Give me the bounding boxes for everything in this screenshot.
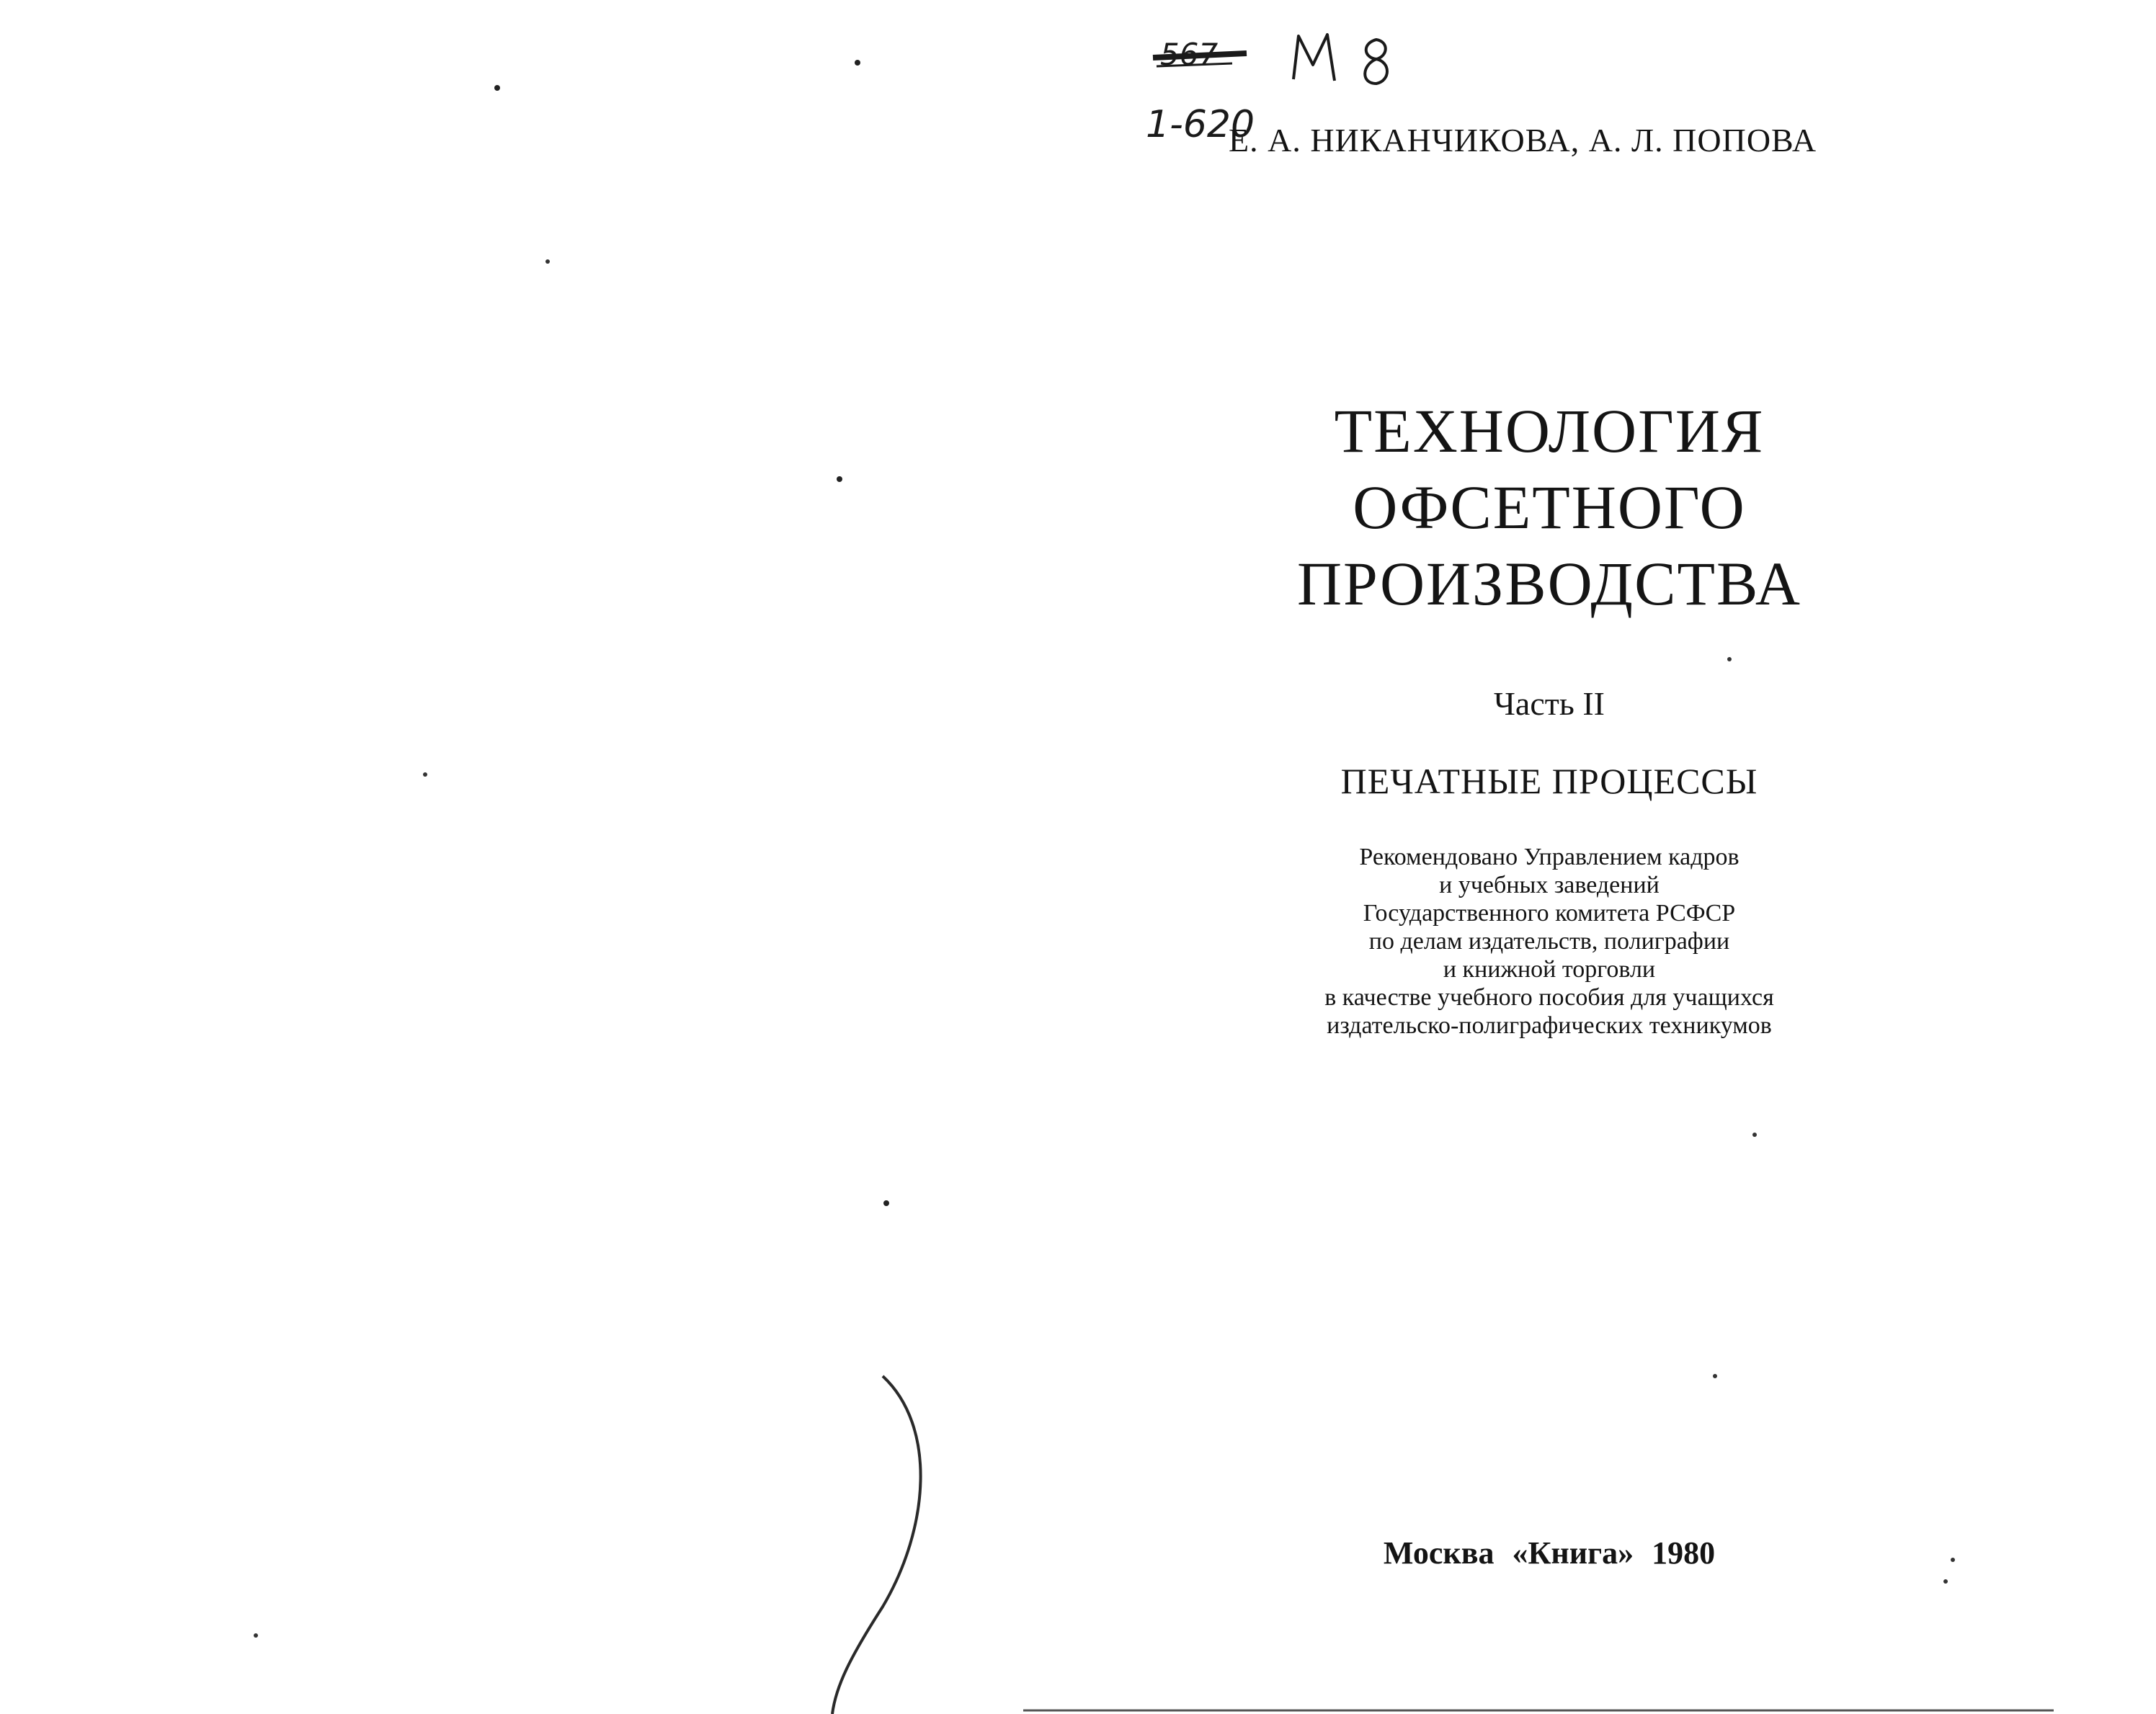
recommendation-line-2: и учебных заведений — [1439, 872, 1660, 898]
page-fold-curve — [832, 1376, 921, 1714]
authors: Е. А. НИКАНЧИКОВА, А. Л. ПОПОВА — [1229, 122, 1817, 159]
handwritten-crossed-number: 567 — [1160, 37, 1219, 72]
part-label: Часть II — [1494, 685, 1605, 722]
recommendation-line-6: в качестве учебного пособия для учащихся — [1324, 984, 1774, 1011]
publisher-imprint: Москва «Книга» 1980 — [1383, 1535, 1716, 1571]
recommendation-line-1: Рекомендовано Управлением кадров — [1359, 844, 1740, 870]
recommendation-line-5: и книжной торговли — [1443, 956, 1656, 983]
handwritten-code: 1-620 — [1146, 103, 1255, 144]
title-line-1: ТЕХНОЛОГИЯ — [1334, 396, 1765, 465]
book-title — [1153, 393, 1946, 622]
recommendation-line-4: по делам издательств, полиграфии — [1368, 928, 1730, 955]
title-line-2: ОФСЕТНОГО — [1353, 473, 1746, 542]
title-line-3: ПРОИЗВОДСТВА — [1296, 549, 1802, 618]
recommendation-line-3: Государственного комитета РСФСР — [1363, 900, 1736, 927]
subtitle: ПЕЧАТНЫЕ ПРОЦЕССЫ — [1340, 761, 1758, 801]
recommendation-note — [1153, 843, 1946, 1040]
recommendation-line-7: издательско-полиграфических техникумов — [1327, 1012, 1772, 1039]
title-block — [1153, 0, 1946, 1714]
